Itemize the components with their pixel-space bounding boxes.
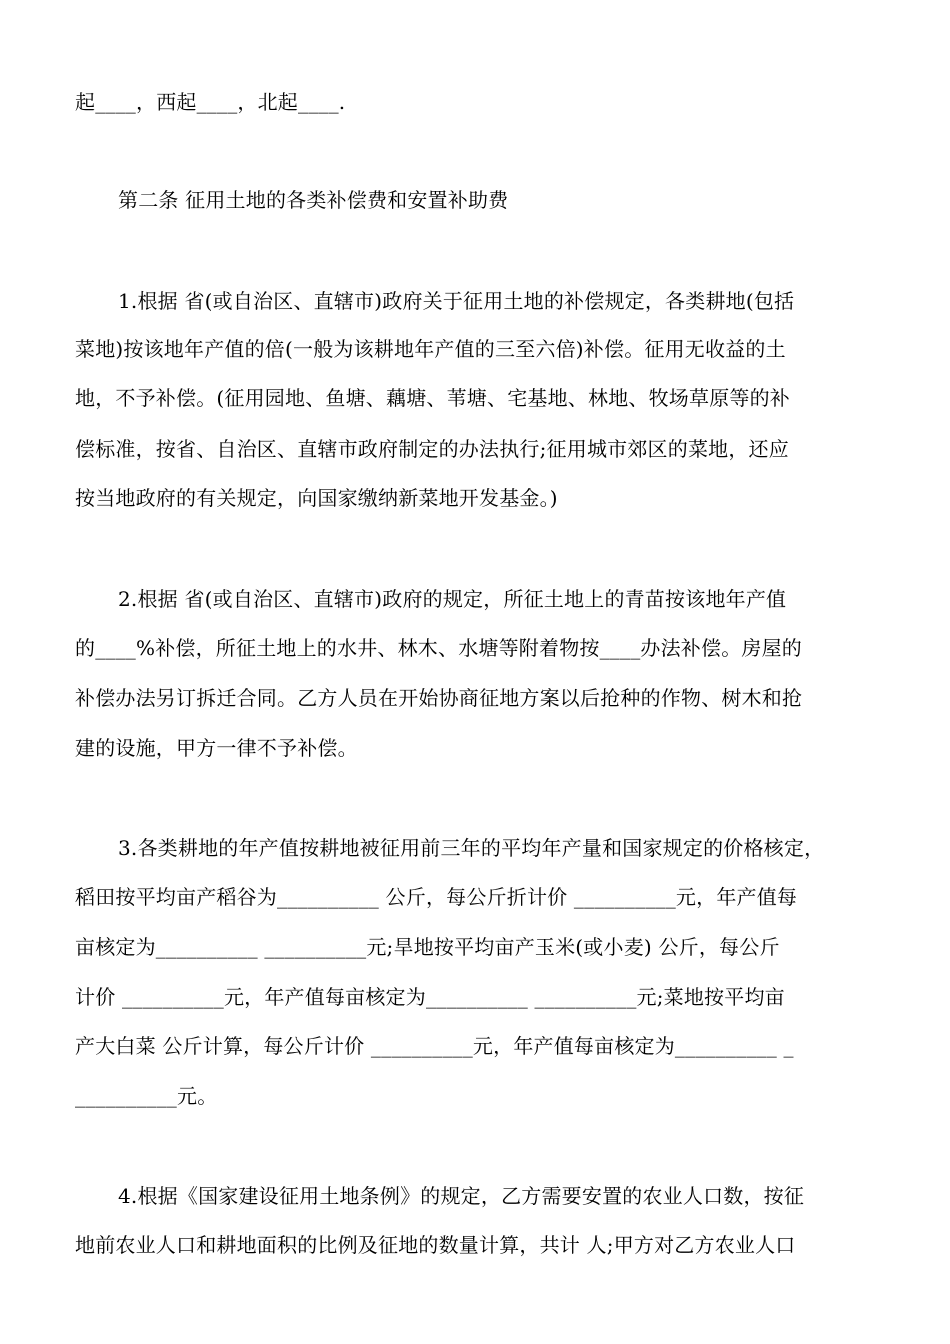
text-line: 菜地)按该地年产值的倍(一般为该耕地年产值的三至六倍)补偿。征用无收益的土 [75,337,786,361]
text-line: 稻田按平均亩产稻谷为__________ 公斤，每公斤折计价 __________元，年产值每 [75,885,798,909]
text-line: 亩核定为__________ __________元;旱地按平均亩产玉米(或小麦) 公斤，每公斤 [75,935,780,959]
text-line: 1.根据 省(或自治区、直辖市)政府关于征用土地的补偿规定，各类耕地(包括 [118,289,795,313]
text-line: 建的设施，甲方一律不予补偿。 [75,736,358,760]
text-line: 的____%补偿，所征土地上的水井、林木、水塘等附着物按____办法补偿。房屋的 [75,636,803,660]
text-line: __________元。 [75,1084,218,1108]
text-line: 地前农业人口和耕地面积的比例及征地的数量计算，共计 人;甲方对乙方农业人口 [75,1233,796,1257]
text-line: 起____，西起____，北起____. [75,90,346,114]
text-line: 2.根据 省(或自治区、直辖市)政府的规定，所征土地上的青苗按该地年产值 [118,587,787,611]
text-line: 计价 __________元，年产值每亩核定为__________ __________元;菜地按平均亩 [75,985,785,1009]
text-line: 地，不予补偿。(征用园地、鱼塘、藕塘、苇塘、宅基地、林地、牧场草原等的补 [75,386,791,410]
text-line: 3.各类耕地的年产值按耕地被征用前三年的平均年产量和国家规定的价格核定， [118,836,825,860]
text-line: 产大白菜 公斤计算，每公斤计价 __________元，年产值每亩核定为__________ _ [75,1034,794,1058]
text-line: 补偿办法另订拆迁合同。乙方人员在开始协商征地方案以后抢种的作物、树木和抢 [75,686,803,710]
text-line: 按当地政府的有关规定，向国家缴纳新菜地开发基金。) [75,486,558,510]
section-heading: 第二条 征用土地的各类补偿费和安置补助费 [118,188,509,212]
text-line: 4.根据《国家建设征用土地条例》的规定，乙方需要安置的农业人口数，按征 [118,1184,805,1208]
text-line: 偿标准，按省、自治区、直辖市政府制定的办法执行;征用城市郊区的菜地，还应 [75,437,789,461]
